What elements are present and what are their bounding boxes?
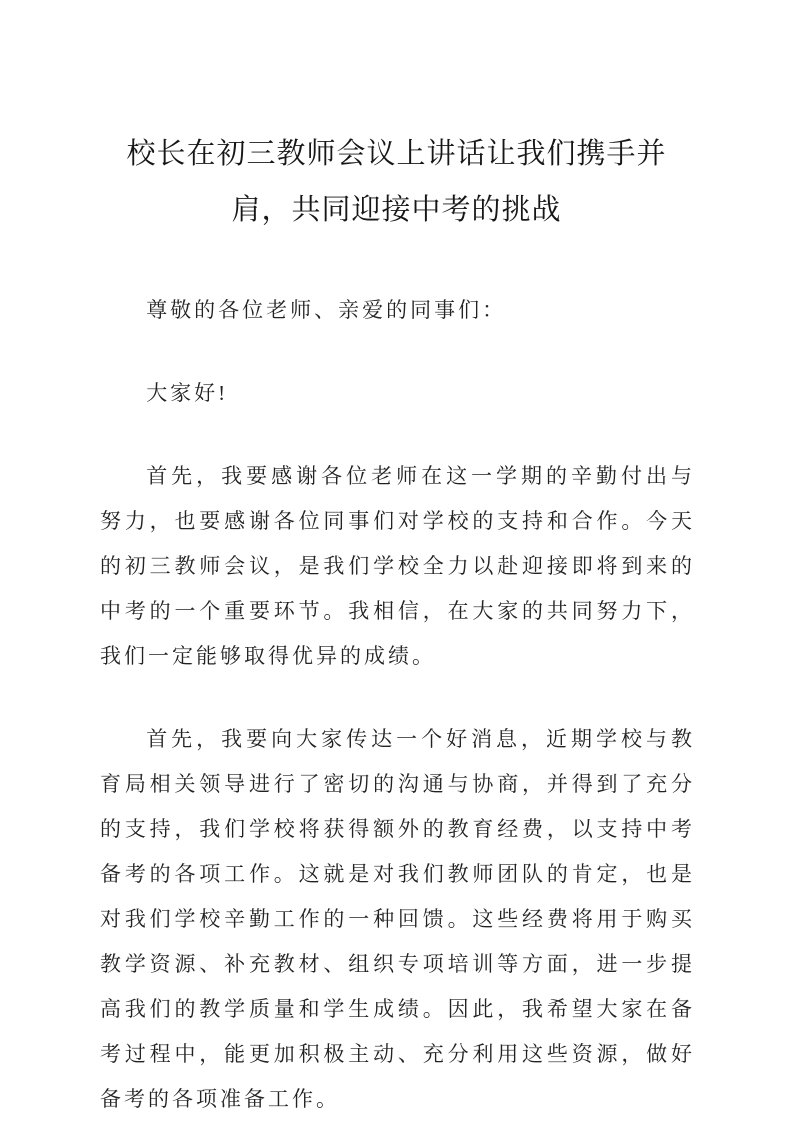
document-body (100, 288, 695, 1122)
body-paragraph-2: 首先，我要向大家传达一个好消息，近期学校与教育局相关领导进行了密切的沟通与协商，并得到了充分的支持，我们学校将获得额外的教育经费，以支持中考备考的各项工作。这就是对我们教师团队的肯定，也是对我们学校辛勤工作的一种回馈。这些经费将用于购买教学资源、补充教材、组织专项培训等方面，进一步提高我们的教学质量和学生成绩。因此，我希望大家在备考过程中，能更加积极主动、充分利用这些资源，做好备考的各项准备工作。 (100, 727, 695, 1111)
salutation-line: 尊敬的各位老师、亲爱的同事们： (146, 298, 507, 322)
greeting-line: 大家好! (146, 381, 229, 405)
body-paragraph-1: 首先，我要感谢各位老师在这一学期的辛勤付出与努力，也要感谢各位同事们对学校的支持和合作。今天的初三教师会议，是我们学校全力以赴迎接即将到来的中考的一个重要环节。我相信，在大家的共同努力下，我们一定能够取得优异的成绩。 (100, 464, 695, 668)
document-title: 校长在初三教师会议上讲话让我们携手并肩，共同迎接中考的挑战 (126, 138, 667, 226)
